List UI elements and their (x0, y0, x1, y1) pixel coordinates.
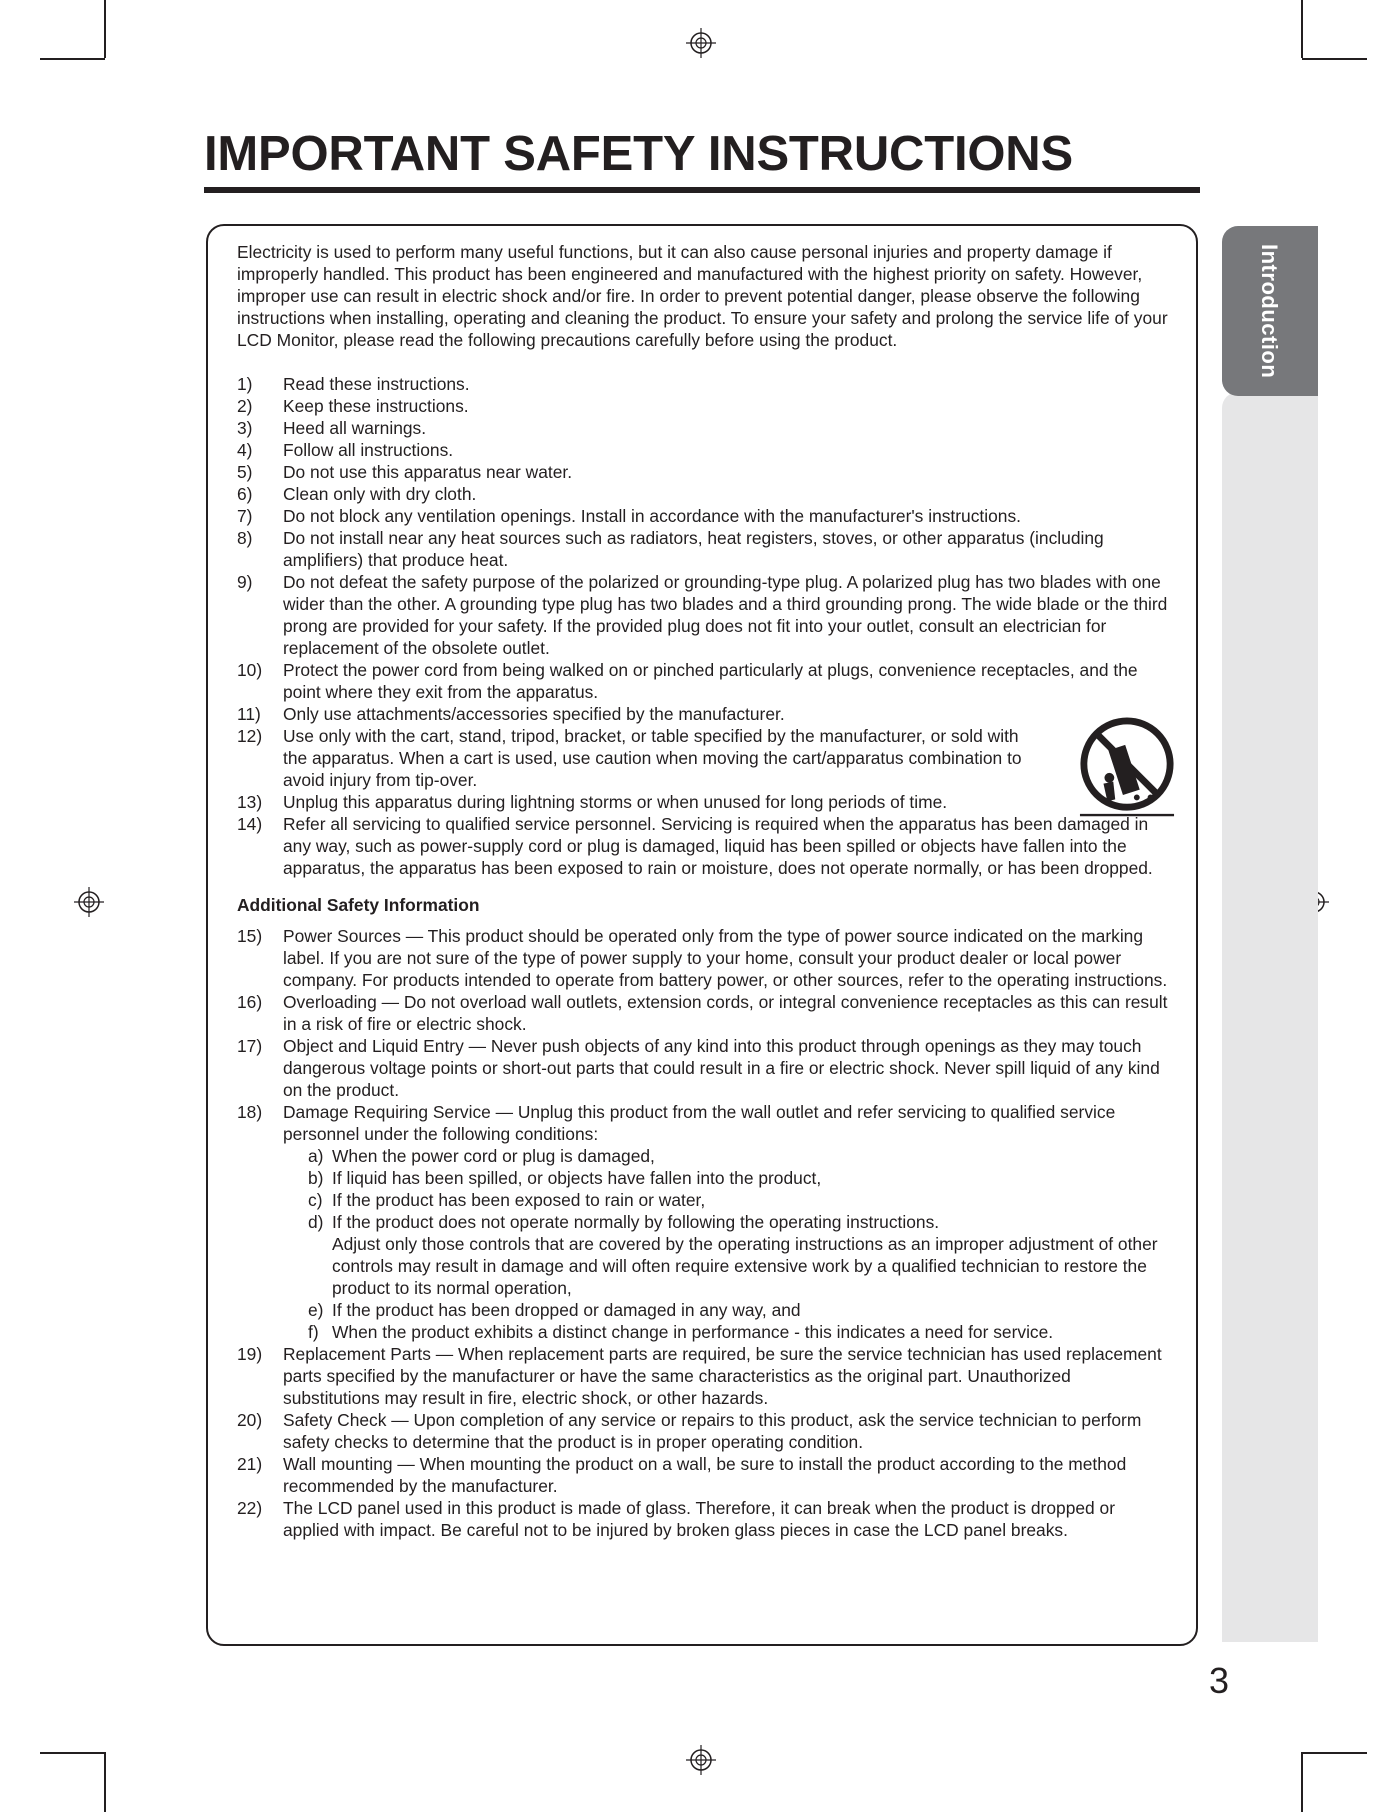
condition-label: a) (308, 1146, 324, 1166)
item-text: Damage Requiring Service — Unplug this product from the wall outlet and refer servicing to qualified service personnel under the following conditions: (283, 1102, 1116, 1144)
side-panel (1222, 392, 1318, 1642)
list-item (237, 1497, 1172, 1541)
list-item (237, 1343, 1172, 1409)
condition-item (283, 1321, 1172, 1343)
item-number: 3) (237, 418, 253, 438)
item-number: 12) (237, 726, 263, 746)
title-rule (204, 187, 1200, 193)
item-number: 21) (237, 1454, 263, 1474)
condition-label: b) (308, 1168, 324, 1188)
item-text: Follow all instructions. (283, 440, 454, 460)
crop-mark (1301, 1752, 1303, 1812)
item-text: Object and Liquid Entry — Never push objects of any kind into this product through openings as they may touch dangerous voltage points or short-out parts that could result in a fire or electric shock. Never spill liquid of any kind on the product. (283, 1036, 1160, 1100)
item-number: 13) (237, 792, 263, 812)
item-number: 16) (237, 992, 263, 1012)
condition-label: f) (308, 1322, 319, 1342)
condition-item (283, 1167, 1172, 1189)
list-item (237, 527, 1172, 571)
crop-mark (1301, 0, 1303, 58)
list-item (237, 659, 1172, 703)
condition-item (283, 1299, 1172, 1321)
item-text: Protect the power cord from being walked on or pinched particularly at plugs, convenience receptacles, and the point where they exit from the apparatus. (283, 660, 1138, 702)
list-item (237, 417, 1172, 439)
page-title: IMPORTANT SAFETY INSTRUCTIONS (204, 127, 1073, 181)
registration-mark-icon (686, 28, 716, 58)
list-item (237, 571, 1172, 659)
item-text: Only use attachments/accessories specified by the manufacturer. (283, 704, 785, 724)
item-text: Power Sources — This product should be operated only from the type of power source indicated on the marking label. If you are not sure of the type of power supply to your home, consult your product dealer or local power company. For products intended to operate from battery power, or other sources, refer to the operating instructions. (283, 926, 1168, 990)
crop-mark (40, 1752, 105, 1754)
list-item (237, 1035, 1172, 1101)
instructions-list (237, 373, 1172, 879)
crop-mark (1302, 58, 1367, 60)
item-text: Do not block any ventilation openings. Install in accordance with the manufacturer's instructions. (283, 506, 1021, 526)
section-tab-label: Introduction (1257, 244, 1282, 379)
item-text: Replacement Parts — When replacement parts are required, be sure the service technician has used replacement parts specified by the manufacturer or have the same characteristics as the original part. Unauthorized substitutions may result in fire, electric shock, or other hazards. (283, 1344, 1162, 1408)
condition-note: Adjust only those controls that are covered by the operating instructions as an improper adjustment of other controls may result in damage and will often require extensive work by a qualified technician to restore the product to its normal operation, (332, 1234, 1158, 1298)
condition-text: If the product has been exposed to rain or water, (332, 1190, 706, 1210)
item-number: 15) (237, 926, 263, 946)
item-text: Wall mounting — When mounting the product on a wall, be sure to install the product according to the method recommended by the manufacturer. (283, 1454, 1127, 1496)
item-text: Use only with the cart, stand, tripod, bracket, or table specified by the manufacturer, or sold with the apparatus. When a cart is used, use caution when moving the cart/apparatus combination to avoid injury from tip-over. (283, 726, 1022, 790)
condition-text: If liquid has been spilled, or objects have fallen into the product, (332, 1168, 822, 1188)
item-number: 10) (237, 660, 263, 680)
item-text: Clean only with dry cloth. (283, 484, 477, 504)
item-number: 14) (237, 814, 263, 834)
list-item (237, 505, 1172, 527)
item-number: 20) (237, 1410, 263, 1430)
item-text: Keep these instructions. (283, 396, 469, 416)
item-number: 19) (237, 1344, 263, 1364)
cart-tip-over-warning-icon (1078, 716, 1176, 820)
crop-mark (104, 1752, 106, 1812)
list-item (237, 703, 1172, 725)
item-number: 7) (237, 506, 253, 526)
item-text: Do not defeat the safety purpose of the polarized or grounding-type plug. A polarized plug has two blades with one wider than the other. A grounding type plug has two blades and a third grounding prong. The wide blade or the third prong are provided for your safety. If the provided plug does not fit into your outlet, consult an electrician for replacement of the obsolete outlet. (283, 572, 1168, 658)
condition-item (283, 1189, 1172, 1211)
list-item (237, 395, 1172, 417)
list-item (237, 439, 1172, 461)
item-text: Overloading — Do not overload wall outlets, extension cords, or integral convenience receptacles as this can result in a risk of fire or electric shock. (283, 992, 1168, 1034)
crop-mark (40, 58, 105, 60)
registration-mark-icon (74, 887, 104, 917)
list-item (237, 791, 1172, 813)
condition-label: e) (308, 1300, 324, 1320)
list-item (237, 1101, 1172, 1343)
item-text: The LCD panel used in this product is made of glass. Therefore, it can break when the product is dropped or applied with impact. Be careful not to be injured by broken glass pieces in case the LCD panel breaks. (283, 1498, 1115, 1540)
list-item (237, 373, 1172, 395)
list-item (237, 725, 1172, 791)
instructions-content (237, 241, 1172, 1541)
item-number: 11) (237, 704, 261, 724)
intro-paragraph: Electricity is used to perform many useful functions, but it can also cause personal injuries and property damage if improperly handled. This product has been engineered and manufactured with the highest priority on safety. However, improper use can result in electric shock and/or fire. In order to prevent potential danger, please observe the following instructions when installing, operating and cleaning the product. To ensure your safety and prolong the service life of your LCD Monitor, please read the following precautions carefully before using the product. (237, 242, 1168, 350)
list-item (237, 1453, 1172, 1497)
condition-label: d) (308, 1212, 324, 1232)
list-item (237, 483, 1172, 505)
section-heading: Additional Safety Information (237, 895, 480, 915)
item-number: 9) (237, 572, 253, 592)
item-number: 22) (237, 1498, 263, 1518)
additional-list (237, 925, 1172, 1541)
list-item (237, 991, 1172, 1035)
item-number: 5) (237, 462, 253, 482)
list-item (237, 813, 1172, 879)
condition-text: If the product does not operate normally by following the operating instructions. (332, 1212, 940, 1232)
crop-mark (104, 0, 106, 58)
item-text: Do not install near any heat sources such as radiators, heat registers, stoves, or other apparatus (including amplifiers) that produce heat. (283, 528, 1104, 570)
condition-text: When the power cord or plug is damaged, (332, 1146, 655, 1166)
item-text: Unplug this apparatus during lightning storms or when unused for long periods of time. (283, 792, 948, 812)
item-text: Read these instructions. (283, 374, 470, 394)
item-number: 18) (237, 1102, 263, 1122)
condition-label: c) (308, 1190, 323, 1210)
item-number: 8) (237, 528, 253, 548)
condition-text: When the product exhibits a distinct change in performance - this indicates a need for service. (332, 1322, 1054, 1342)
registration-mark-icon (686, 1745, 716, 1775)
item-text: Refer all servicing to qualified service personnel. Servicing is required when the apparatus has been damaged in any way, such as power-supply cord or plug is damaged, liquid has been spilled or objects have fallen into the apparatus, the apparatus has been exposed to rain or moisture, does not operate normally, or has been dropped. (283, 814, 1153, 878)
condition-item (283, 1211, 1172, 1299)
condition-item (283, 1145, 1172, 1167)
item-text: Do not use this apparatus near water. (283, 462, 573, 482)
item-number: 17) (237, 1036, 263, 1056)
item-number: 4) (237, 440, 253, 460)
page-number: 3 (1209, 1660, 1230, 1701)
item-number: 2) (237, 396, 253, 416)
item-text: Safety Check — Upon completion of any service or repairs to this product, ask the service technician to perform safety checks to determine that the product is in proper operating condition. (283, 1410, 1142, 1452)
item-number: 6) (237, 484, 253, 504)
list-item (237, 925, 1172, 991)
condition-text: If the product has been dropped or damaged in any way, and (332, 1300, 801, 1320)
crop-mark (1302, 1752, 1367, 1754)
list-item (237, 1409, 1172, 1453)
item-number: 1) (237, 374, 253, 394)
list-item (237, 461, 1172, 483)
item-text: Heed all warnings. (283, 418, 427, 438)
